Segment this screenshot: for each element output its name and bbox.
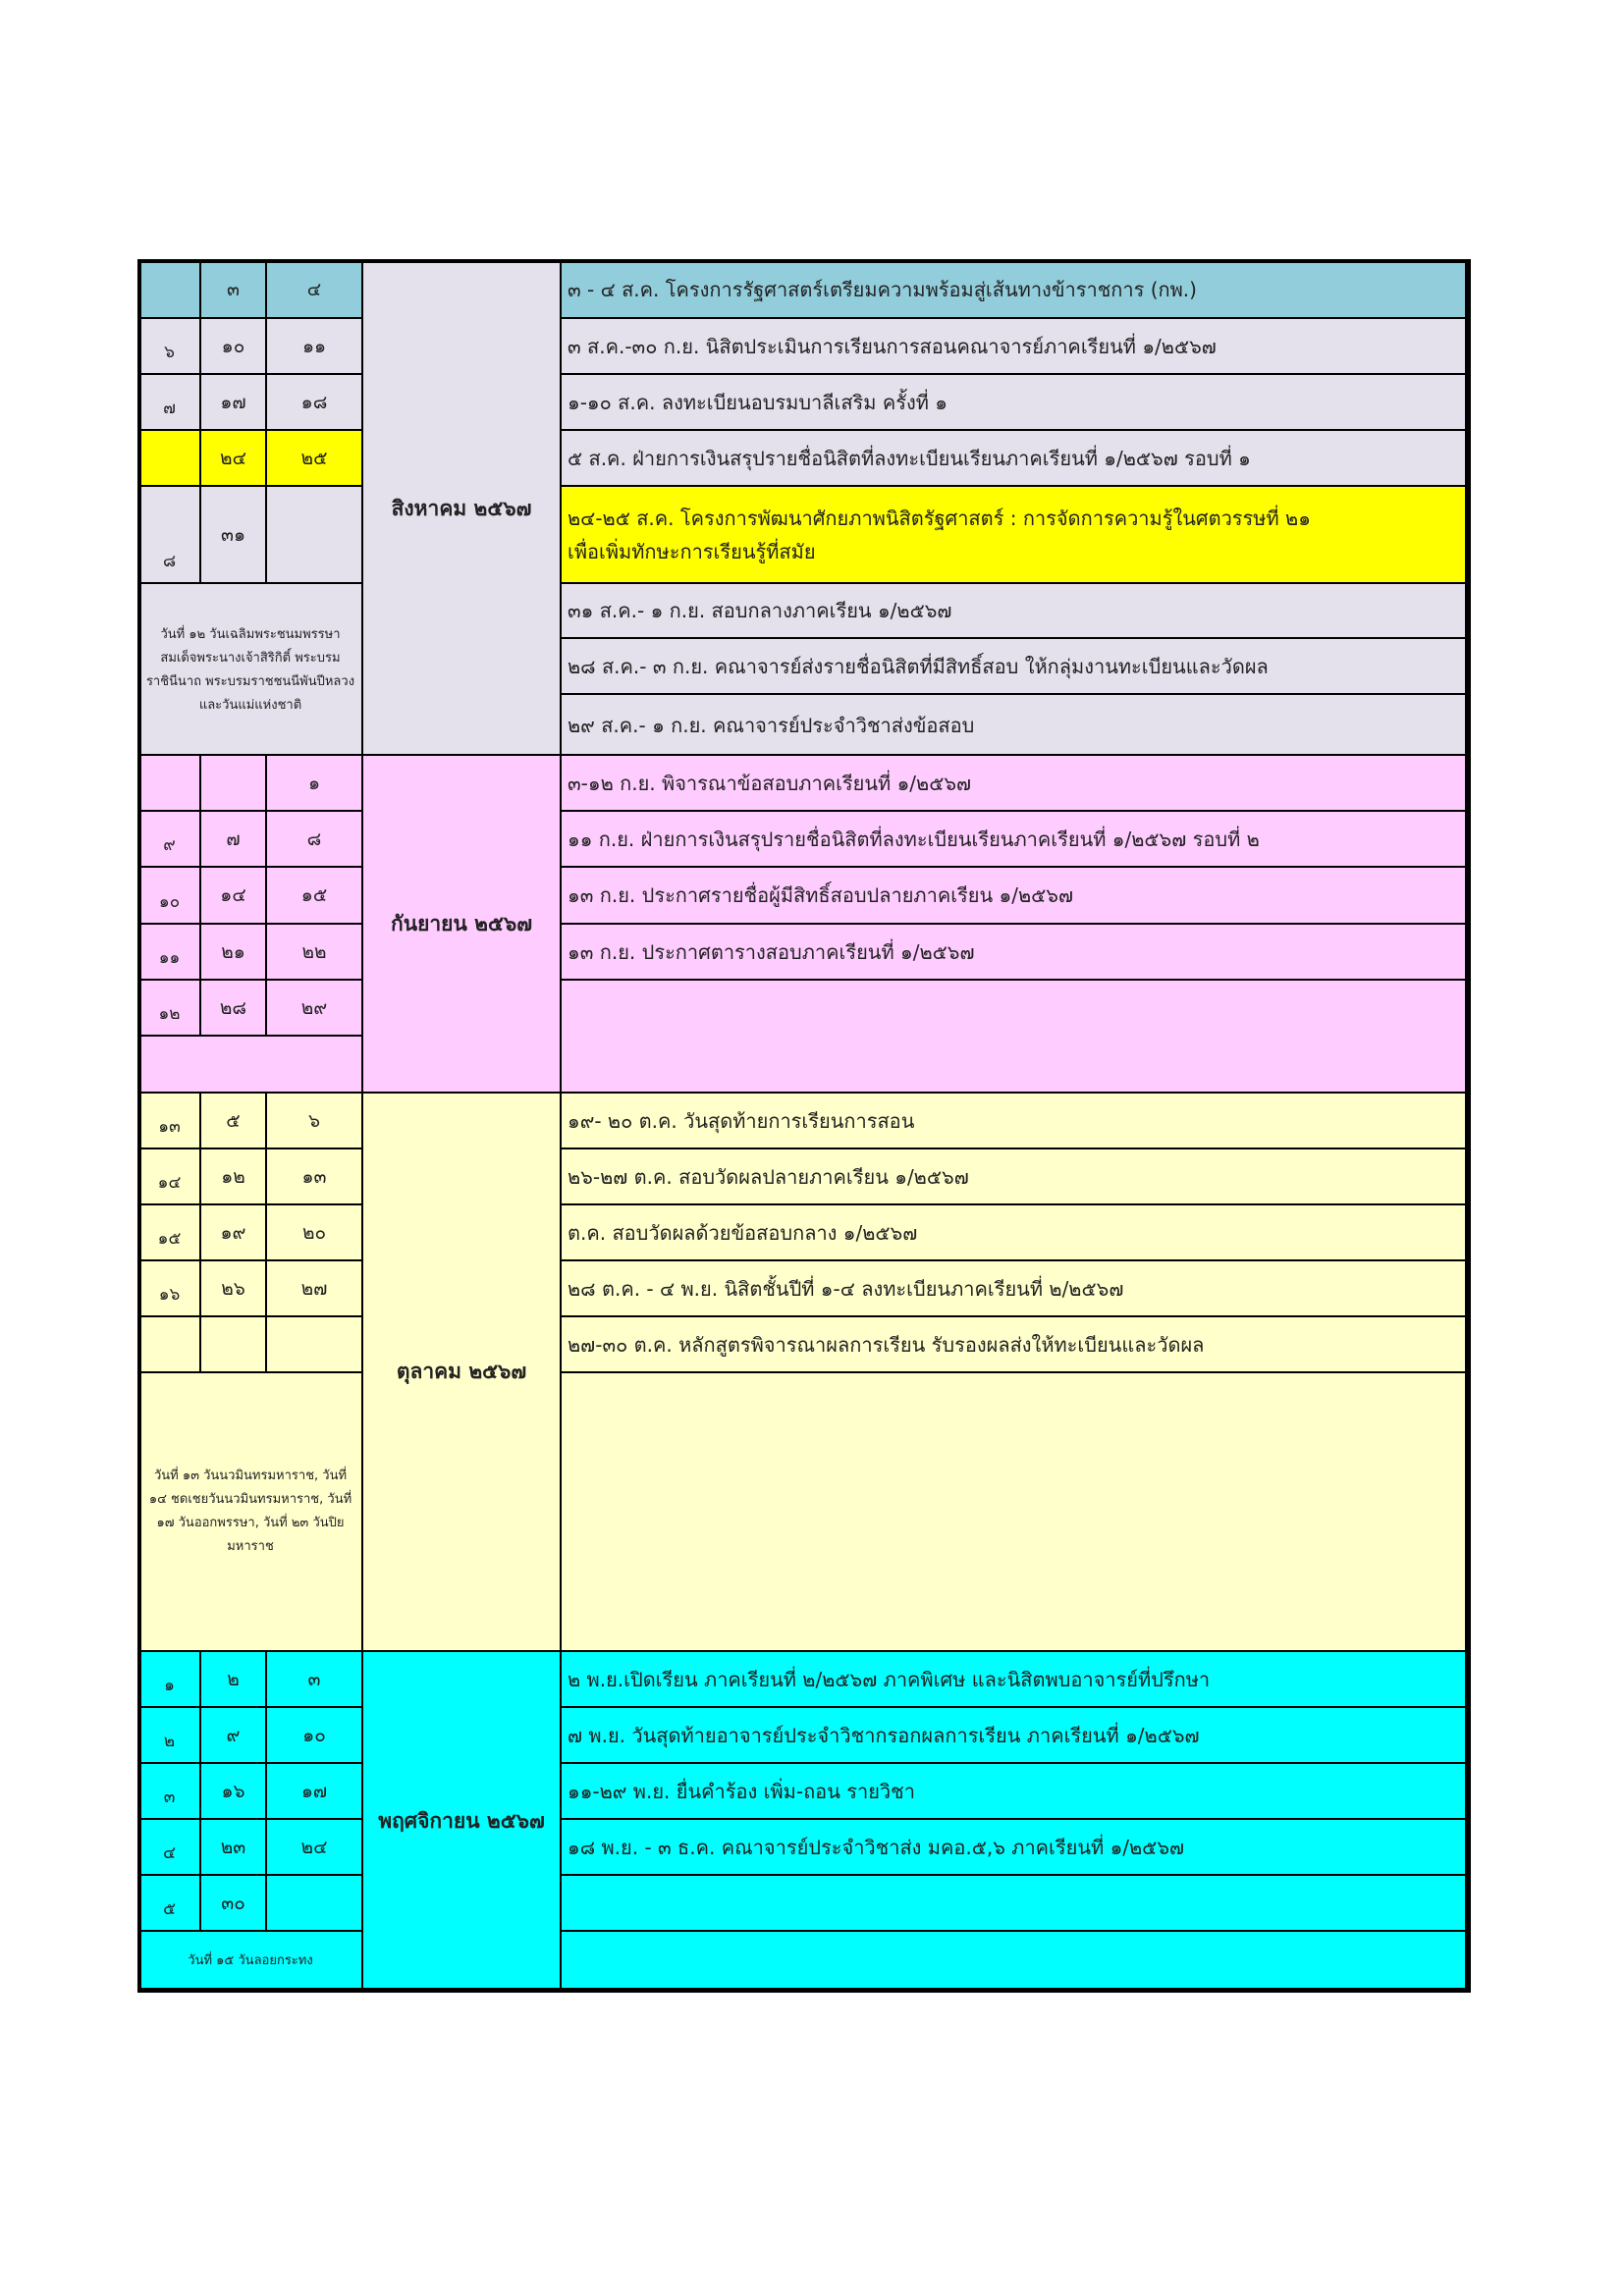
event-item: ๓-๑๒ ก.ย. พิจารณาข้อสอบภาคเรียนที่ ๑/๒๕๖๗	[560, 754, 1471, 812]
day-number: ๑๖	[199, 1762, 267, 1820]
day-number: ๑๐	[199, 317, 267, 375]
event-item: ๒ พ.ย.เปิดเรียน ภาคเรียนที่ ๒/๒๕๖๗ ภาคพิเศษ และนิสิตพบอาจารย์ที่ปรึกษา	[560, 1650, 1471, 1708]
event-item: ๑๘ พ.ย. - ๓ ธ.ค. คณาจารย์ประจำวิชาส่ง มคอ.๕,๖ ภาคเรียนที่ ๑/๒๕๖๗	[560, 1818, 1471, 1876]
day-number: ๑	[265, 754, 363, 812]
event-item: ๒๘ ส.ค.- ๓ ก.ย. คณาจารย์ส่งรายชื่อนิสิตที่มีสิทธิ์สอบ ให้กลุ่มงานทะเบียนและวัดผล	[560, 637, 1471, 695]
week-number: ๑๓	[137, 1092, 201, 1149]
day-number: ๖	[265, 1092, 363, 1149]
event-item: ๓ ส.ค.-๓๐ ก.ย. นิสิตประเมินการเรียนการสอนคณาจารย์ภาคเรียนที่ ๑/๒๕๖๗	[560, 317, 1471, 375]
day-number	[199, 1315, 267, 1373]
week-number: ๒	[137, 1706, 201, 1764]
day-number: ๑๕	[265, 866, 363, 925]
week-number: ๑	[137, 1650, 201, 1708]
week-number: ๑๖	[137, 1259, 201, 1317]
day-number: ๘	[265, 810, 363, 868]
day-number: ๑๐	[265, 1706, 363, 1764]
day-number: ๑๒	[199, 1148, 267, 1205]
event-item: ๗ พ.ย. วันสุดท้ายอาจารย์ประจำวิชากรอกผลการเรียน ภาคเรียนที่ ๑/๒๕๖๗	[560, 1706, 1471, 1764]
day-number: ๑๔	[199, 866, 267, 925]
day-number: ๙	[199, 1706, 267, 1764]
day-number: ๑๑	[265, 317, 363, 375]
day-number: ๑๙	[199, 1203, 267, 1261]
event-item: ๑๙- ๒๐ ต.ค. วันสุดท้ายการเรียนการสอน	[560, 1092, 1471, 1149]
week-number	[137, 754, 201, 812]
event-item: ๑-๑๐ ส.ค. ลงทะเบียนอบรมบาลีเสริม ครั้งที่ ๑	[560, 373, 1471, 431]
event-item	[560, 1874, 1471, 1932]
event-item: ๑๑ ก.ย. ฝ่ายการเงินสรุปรายชื่อนิสิตที่ลงทะเบียนเรียนภาคเรียนที่ ๑/๒๕๖๗ รอบที่ ๒	[560, 810, 1471, 868]
day-number	[265, 1874, 363, 1932]
event-item: ๓๑ ส.ค.- ๑ ก.ย. สอบกลางภาคเรียน ๑/๒๕๖๗	[560, 582, 1471, 639]
month-label: สิงหาคม ๒๕๖๗	[361, 259, 562, 758]
holiday-note	[137, 1035, 363, 1094]
week-number: ๗	[137, 373, 201, 431]
day-number: ๒๒	[265, 923, 363, 981]
week-number: ๑๔	[137, 1148, 201, 1205]
day-number: ๑๗	[199, 373, 267, 431]
day-number: ๓	[265, 1650, 363, 1708]
week-number	[137, 1315, 201, 1373]
holiday-note: วันที่ ๑๓ วันนวมินทรมหาราช, วันที่ ๑๔ ชดเชยวันนวมินทรมหาราช, วันที่ ๑๗ วันออกพรรษา, วันที่ ๒๓ วันปิยมหาราช	[137, 1371, 363, 1652]
event-item: ๓ - ๔ ส.ค. โครงการรัฐศาสตร์เตรียมความพร้อมสู่เส้นทางข้าราชการ (กพ.)	[560, 259, 1471, 319]
day-number: ๒๑	[199, 923, 267, 981]
event-item: ๕ ส.ค. ฝ่ายการเงินสรุปรายชื่อนิสิตที่ลงทะเบียนเรียนภาคเรียนที่ ๑/๒๕๖๗ รอบที่ ๑	[560, 429, 1471, 487]
day-number: ๑๘	[265, 373, 363, 431]
week-number: ๖	[137, 317, 201, 375]
day-number: ๕	[199, 1092, 267, 1149]
event-item	[560, 1930, 1471, 1993]
week-number: ๔	[137, 1818, 201, 1876]
holiday-note: วันที่ ๑๒ วันเฉลิมพระชนมพรรษา สมเด็จพระนางเจ้าสิริกิติ์ พระบรมราชินีนาถ พระบรมราชชนนีพันปีหลวง และวันแม่แห่งชาติ	[137, 582, 363, 758]
week-number	[137, 259, 201, 319]
week-number: ๙	[137, 810, 201, 868]
day-number: ๑๗	[265, 1762, 363, 1820]
week-number: ๑๕	[137, 1203, 201, 1261]
day-number: ๓	[199, 259, 267, 319]
month-label: พฤศจิกายน ๒๕๖๗	[361, 1650, 562, 1993]
month-label: กันยายน ๒๕๖๗	[361, 754, 562, 1094]
event-item: ๒๖-๒๗ ต.ค. สอบวัดผลปลายภาคเรียน ๑/๒๕๖๗	[560, 1148, 1471, 1205]
week-number: ๑๐	[137, 866, 201, 925]
holiday-note: วันที่ ๑๕ วันลอยกระทง	[137, 1930, 363, 1993]
day-number: ๒๘	[199, 979, 267, 1037]
week-number: ๑๑	[137, 923, 201, 981]
day-number: ๓๑	[199, 485, 267, 584]
week-number: ๑๒	[137, 979, 201, 1037]
day-number: ๒๙	[265, 979, 363, 1037]
day-number	[199, 754, 267, 812]
event-item: ๑๓ ก.ย. ประกาศตารางสอบภาคเรียนที่ ๑/๒๕๖๗	[560, 923, 1471, 981]
day-number: ๒๕	[265, 429, 363, 487]
day-number: ๒๔	[199, 429, 267, 487]
event-item: ๒๔-๒๕ ส.ค. โครงการพัฒนาศักยภาพนิสิตรัฐศาสตร์ : การจัดการความรู้ในศตวรรษที่ ๒๑ เพื่อเพิ่มทักษะการเรียนรู้ที่สมัย	[560, 485, 1471, 584]
day-number: ๓๐	[199, 1874, 267, 1932]
day-number	[265, 1315, 363, 1373]
event-item: ๒๗-๓๐ ต.ค. หลักสูตรพิจารณาผลการเรียน รับรองผลส่งให้ทะเบียนและวัดผล	[560, 1315, 1471, 1373]
event-item	[560, 979, 1471, 1094]
day-number: ๒๐	[265, 1203, 363, 1261]
day-number: ๗	[199, 810, 267, 868]
day-number: ๒๗	[265, 1259, 363, 1317]
week-number: ๘	[137, 485, 201, 584]
event-item: ๑๓ ก.ย. ประกาศรายชื่อผู้มีสิทธิ์สอบปลายภาคเรียน ๑/๒๕๖๗	[560, 866, 1471, 925]
week-number	[137, 429, 201, 487]
event-item: ๒๙ ส.ค.- ๑ ก.ย. คณาจารย์ประจำวิชาส่งข้อสอบ	[560, 693, 1471, 758]
event-item: ต.ค. สอบวัดผลด้วยข้อสอบกลาง ๑/๒๕๖๗	[560, 1203, 1471, 1261]
week-number: ๓	[137, 1762, 201, 1820]
day-number: ๒๔	[265, 1818, 363, 1876]
day-number: ๒๖	[199, 1259, 267, 1317]
month-label: ตุลาคม ๒๕๖๗	[361, 1092, 562, 1652]
day-number: ๒๓	[199, 1818, 267, 1876]
event-item: ๑๑-๒๙ พ.ย. ยื่นคำร้อง เพิ่ม-ถอน รายวิชา	[560, 1762, 1471, 1820]
day-number: ๑๓	[265, 1148, 363, 1205]
day-number	[265, 485, 363, 584]
event-item: ๒๘ ต.ค. - ๔ พ.ย. นิสิตชั้นปีที่ ๑-๔ ลงทะเบียนภาคเรียนที่ ๒/๒๕๖๗	[560, 1259, 1471, 1317]
week-number: ๕	[137, 1874, 201, 1932]
day-number: ๔	[265, 259, 363, 319]
event-item	[560, 1371, 1471, 1652]
day-number: ๒	[199, 1650, 267, 1708]
